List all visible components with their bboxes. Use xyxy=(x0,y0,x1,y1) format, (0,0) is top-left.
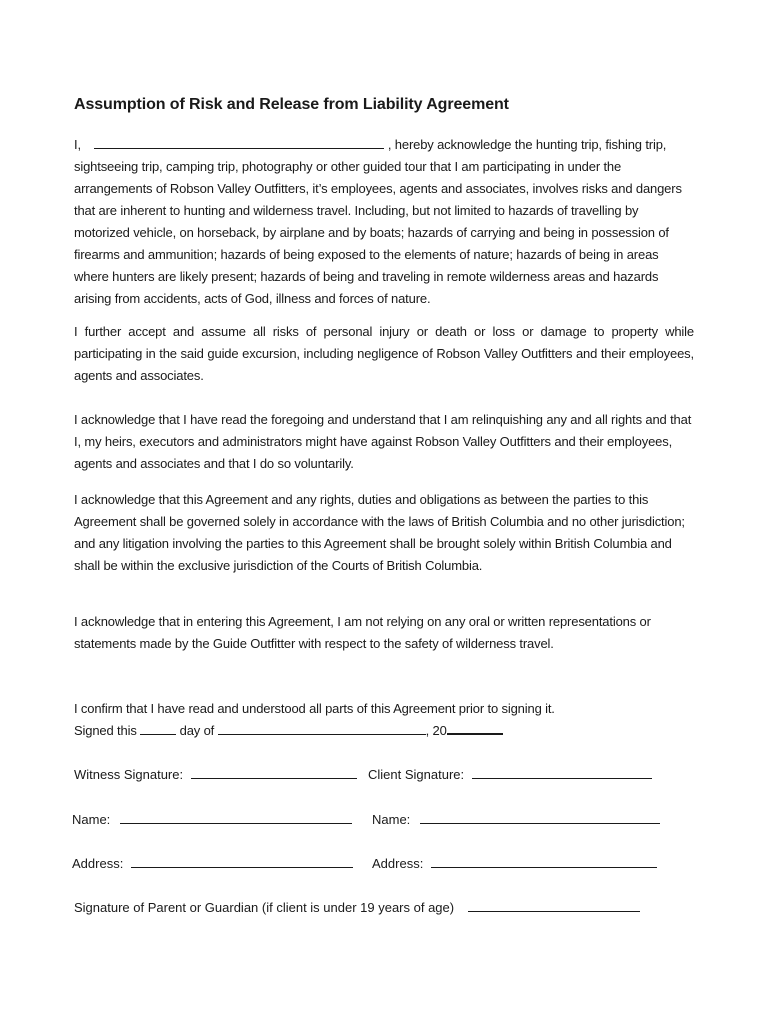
year-prefix-label: , 20 xyxy=(425,723,447,738)
client-signature-row xyxy=(368,766,652,784)
client-name-row xyxy=(372,811,660,829)
witness-signature-row xyxy=(74,766,357,784)
guardian-signature-field[interactable] xyxy=(468,899,640,912)
paragraph-no-reliance: I acknowledge that in entering this Agreement, I am not relying on any oral or written representations or statements made by the Guide Outfitter with respect to the safety of wilderness travel. xyxy=(74,614,651,651)
signed-date-line xyxy=(74,720,694,742)
acknowledgement-text: , hereby acknowledge the hunting trip, fishing trip, sightseeing trip, camping trip, photography or other guided tour that I am participating in under the arrangements of Robson Valley Outfitters, it’s employees, agents and associates, involves risks and dangers that are inherent to hunting and wilderness travel. Including, but not limited to hazards of travelling by motorized vehicle, on horseback, by airplane and by boats; hazards of carrying and being in possession of firearms and ammunition; hazards of being exposed to the elements of nature; hazards of being in areas where hunters are likely present; hazards of being and traveling in remote wilderness areas and hazards arising from accidents, acts of God, illness and forces of nature. xyxy=(74,137,682,306)
paragraph-relinquish-rights: I acknowledge that I have read the foregoing and understand that I am relinquishing any and all rights and that I, my heirs, executors and administrators might have against Robson Valley Outfitters and their employees, agents and associates and that I do so voluntarily. xyxy=(74,412,692,471)
witness-address-row xyxy=(72,855,353,873)
paragraph-confirmation xyxy=(74,698,694,742)
confirmation-text: I confirm that I have read and understood all parts of this Agreement prior to signing it. xyxy=(74,701,555,716)
paragraph-governing-law: I acknowledge that this Agreement and any rights, duties and obligations as between the parties to this Agreement shall be governed solely in accordance with the laws of British Columbia and no other jurisdiction; and any litigation involving the parties to this Agreement shall be brought solely within British Columbia and shall be within the exclusive jurisdiction of the Courts of British Columbia. xyxy=(74,492,685,573)
witness-signature-label: Witness Signature: xyxy=(74,767,184,782)
signed-year-field[interactable] xyxy=(447,720,503,735)
paragraph-acknowledgement xyxy=(74,134,694,310)
client-name-field[interactable] xyxy=(420,811,660,824)
client-address-field[interactable] xyxy=(431,855,657,868)
paragraph-assume-risks: I further accept and assume all risks of personal injury or death or loss or damage to property while participating in the said guide excursion, including negligence of Robson Valley Outfitters and their employees, agents and associates. xyxy=(74,324,694,383)
client-address-label: Address: xyxy=(372,856,424,871)
signed-day-field[interactable] xyxy=(140,721,176,735)
client-signature-label: Client Signature: xyxy=(368,767,465,782)
witness-signature-field[interactable] xyxy=(191,766,357,779)
witness-name-label: Name: xyxy=(72,812,111,827)
guardian-signature-label: Signature of Parent or Guardian (if client is under 19 years of age) xyxy=(74,900,455,915)
signed-this-label: Signed this xyxy=(74,723,137,738)
witness-name-row xyxy=(72,811,352,829)
day-of-label: day of xyxy=(179,723,215,738)
witness-address-field[interactable] xyxy=(131,855,353,868)
client-signature-field[interactable] xyxy=(472,766,652,779)
witness-address-label: Address: xyxy=(72,856,124,871)
acknowledgement-lead: I, xyxy=(74,137,81,152)
client-address-row xyxy=(372,855,657,873)
guardian-signature-row xyxy=(74,899,640,917)
witness-name-field[interactable] xyxy=(120,811,352,824)
client-name-label: Name: xyxy=(372,812,411,827)
document-title: Assumption of Risk and Release from Liability Agreement xyxy=(74,96,509,113)
signed-month-field[interactable] xyxy=(218,721,426,735)
participant-name-field[interactable] xyxy=(94,135,384,149)
